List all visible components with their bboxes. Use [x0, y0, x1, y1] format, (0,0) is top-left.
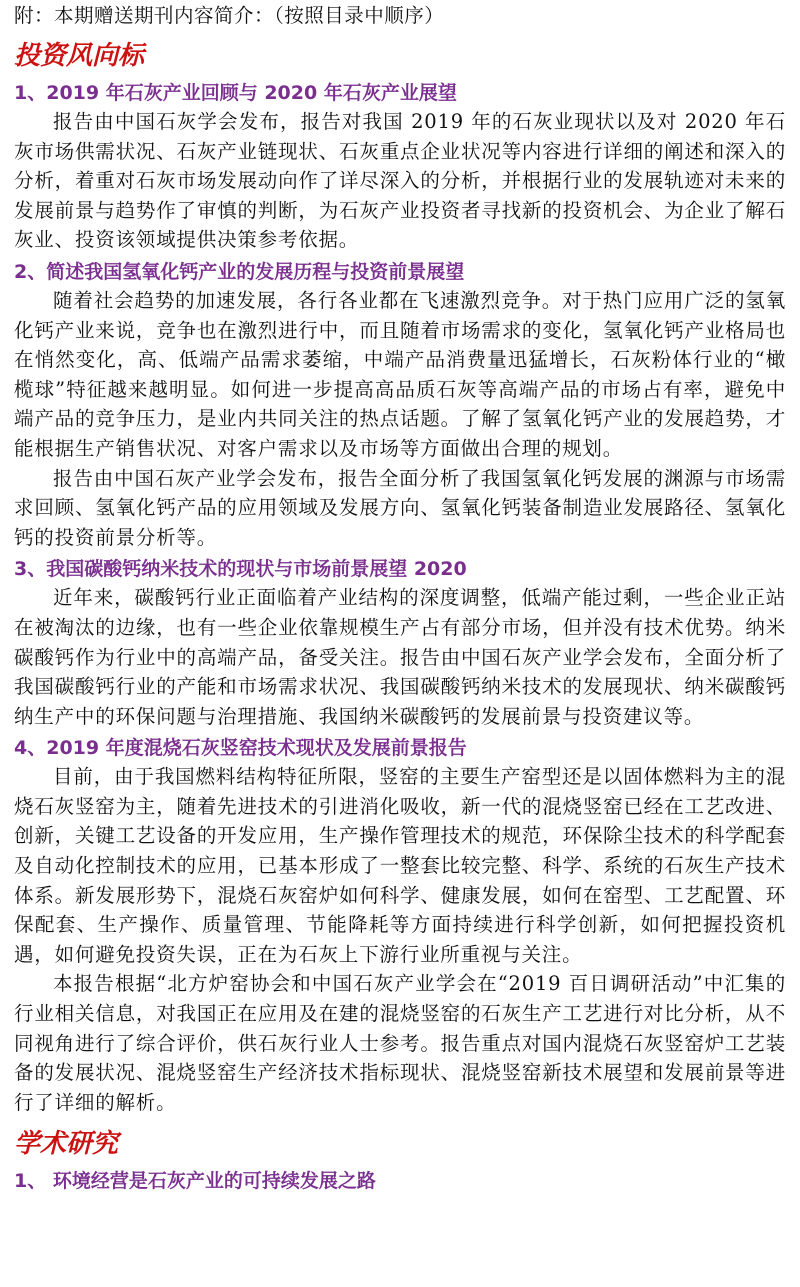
item-4-paragraph-2: 本报告根据“北方炉窑协会和中国石灰产业学会在“2019 百日调研活动”中汇集的行业相关信息，对我国正在应用及在建的混烧竖窑的石灰生产工艺进行对比分析，从不同视角进行了综合评价，供石灰行业人士参考。报告重点对国内混烧石灰竖窑炉工艺装备的发展状况、混烧竖窑生产经济技术指标现状、混烧竖窑新技术展望和发展前景等进行了详细的解析。: [14, 972, 786, 1114]
item-3-paragraph-1: 近年来，碳酸钙行业正面临着产业结构的深度调整，低端产能过剩，一些企业正站在被淘汰的边缘，也有一些企业依靠规模生产占有部分市场，但并没有技术优势。纳米碳酸钙作为行业中的高端产品，备受关注。报告由中国石灰产业学会发布，全面分析了我国碳酸钙行业的产能和市场需求状况、我国碳酸钙纳米技术的发展现状、纳米碳酸钙纳生产中的环保问题与治理措施、我国纳米碳酸钙的发展前景与投资建议等。: [14, 586, 786, 728]
item-title-4: 4、2019 年度混烧石灰竖窑技术现状及发展前景报告: [14, 737, 467, 760]
item-2-paragraph-2: 报告由中国石灰产业学会发布，报告全面分析了我国氢氧化钙发展的渊源与市场需求回顾、氢氧化钙产品的应用领域及发展方向、氢氧化钙装备制造业发展路径、氢氧化钙的投资前景分析等。: [14, 466, 786, 549]
section-title-research: 学术研究: [14, 1129, 119, 1160]
document-page: [0, 3, 800, 1287]
item-1-paragraph-1: 报告由中国石灰学会发布，报告对我国 2019 年的石灰业现状以及对 2020 年石灰市场供需状况、石灰产业链现状、石灰重点企业状况等内容进行详细的阐述和深入的分析，着重对石灰市场发展动向作了详尽深入的分析，并根据行业的发展轨迹对未来的发展前景与趋势作了审慎的判断，为石灰产业投资者寻找新的投资机会、为企业了解石灰业、投资该领域提供决策参考依据。: [14, 110, 786, 252]
item-4-paragraph-1: 目前，由于我国燃料结构特征所限，竖窑的主要生产窑型还是以固体燃料为主的混烧石灰竖窑为主，随着先进技术的引进消化吸收，新一代的混烧竖窑已经在工艺改进、创新，关键工艺设备的开发应用，生产操作管理技术的规范，环保除尘技术的科学配套及自动化控制技术的应用，已基本形成了一整套比较完整、科学、系统的石灰生产技术体系。新发展形势下，混烧石灰窑炉如何科学、健康发展，如何在窑型、工艺配置、环保配套、生产操作、质量管理、节能降耗等方面持续进行科学创新，如何把握投资机遇，如何避免投资失误，正在为石灰上下游行业所重视与关注。: [14, 765, 786, 966]
item-2-paragraph-1: 随着社会趋势的加速发展，各行各业都在飞速激烈竞争。对于热门应用广泛的氢氧化钙产业来说，竞争也在激烈进行中，而且随着市场需求的变化，氢氧化钙产业格局也在悄然变化，高、低端产品需求萎缩，中端产品消费量迅猛增长，石灰粉体行业的“橄榄球”特征越来越明显。如何进一步提高高品质石灰等高端产品的市场占有率，避免中端产品的竞争压力，是业内共同关注的热点话题。了解了氢氧化钙产业的发展趋势，才能根据生产销售状况、对客户需求以及市场等方面做出合理的规划。: [14, 288, 786, 460]
item-title-2: 2、简述我国氢氧化钙产业的发展历程与投资前景展望: [14, 260, 465, 283]
item-title-1: 1、2019 年石灰产业回顾与 2020 年石灰产业展望: [14, 82, 457, 104]
intro-line: 附：本期赠送期刊内容简介：（按照目录中顺序）: [14, 4, 445, 27]
item-title-3: 3、我国碳酸钙纳米技术的现状与市场前景展望 2020: [14, 558, 467, 581]
research-item-title-1: 1、 环境经营是石灰产业的可持续发展之路: [14, 1170, 376, 1193]
section-title-investment: 投资风向标: [14, 41, 145, 71]
